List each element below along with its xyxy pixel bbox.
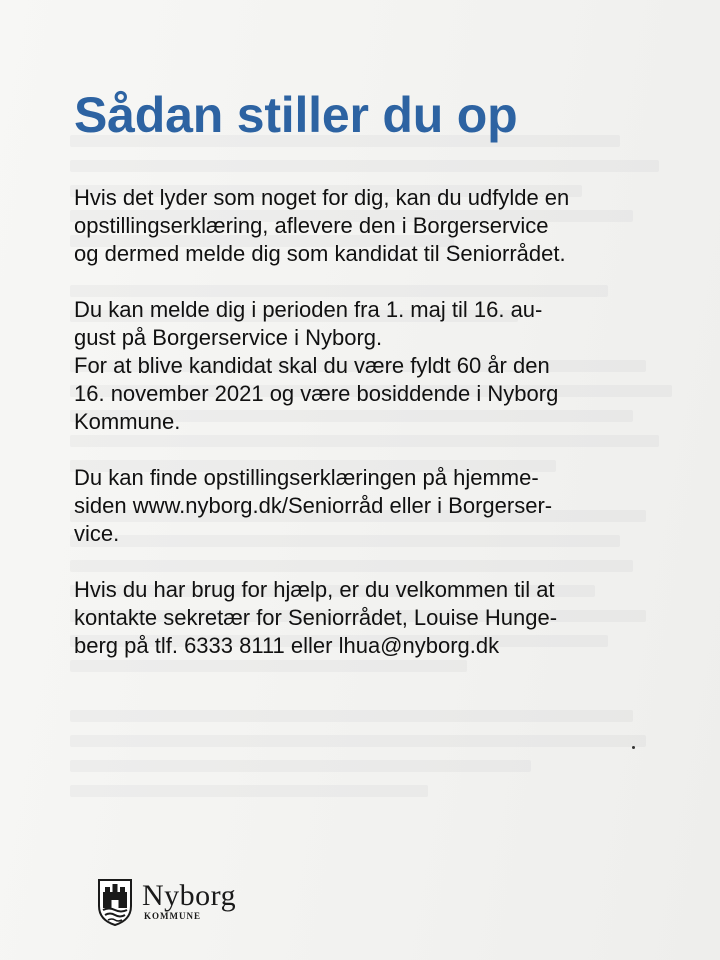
paper-speck [632, 746, 635, 749]
text-line: 16. november 2021 og være bosiddende i Nyborg [74, 381, 559, 406]
text-line: Hvis du har brug for hjælp, er du velkommen til at [74, 577, 555, 602]
nyborg-kommune-logo [96, 876, 236, 926]
text-line: opstillingserklæring, aflevere den i Borgerservice [74, 213, 549, 238]
logo-wordmark [142, 881, 236, 921]
text-line: siden www.nyborg.dk/Seniorråd eller i Borgerser- [74, 493, 553, 518]
text-line: vice. [74, 521, 120, 546]
text-line: For at blive kandidat skal du være fyldt 60 år den [74, 353, 550, 378]
nyborg-crest-icon [96, 876, 134, 926]
text-line: kontakte sekretær for Seniorrådet, Louise Hunge- [74, 605, 558, 630]
text-line: berg på tlf. 6333 8111 eller lhua@nyborg.dk [74, 633, 500, 658]
paragraph-period [74, 296, 674, 436]
paragraph-intro [74, 184, 674, 268]
body-text [74, 184, 674, 688]
page-title: Sådan stiller du op [74, 87, 518, 143]
text-line: og dermed melde dig som kandidat til Seniorrådet. [74, 241, 566, 266]
paragraph-contact [74, 576, 674, 660]
logo-name: Nyborg [142, 879, 237, 912]
text-line: Kommune. [74, 409, 181, 434]
text-line: Du kan finde opstillingserklæringen på hjemme- [74, 465, 539, 490]
text-line: Du kan melde dig i perioden fra 1. maj til 16. au- [74, 297, 543, 322]
text-line: Hvis det lyder som noget for dig, kan du udfylde en [74, 185, 570, 210]
logo-subtitle: KOMMUNE [144, 911, 201, 921]
paragraph-website [74, 464, 674, 548]
text-line: gust på Borgerservice i Nyborg. [74, 325, 383, 350]
